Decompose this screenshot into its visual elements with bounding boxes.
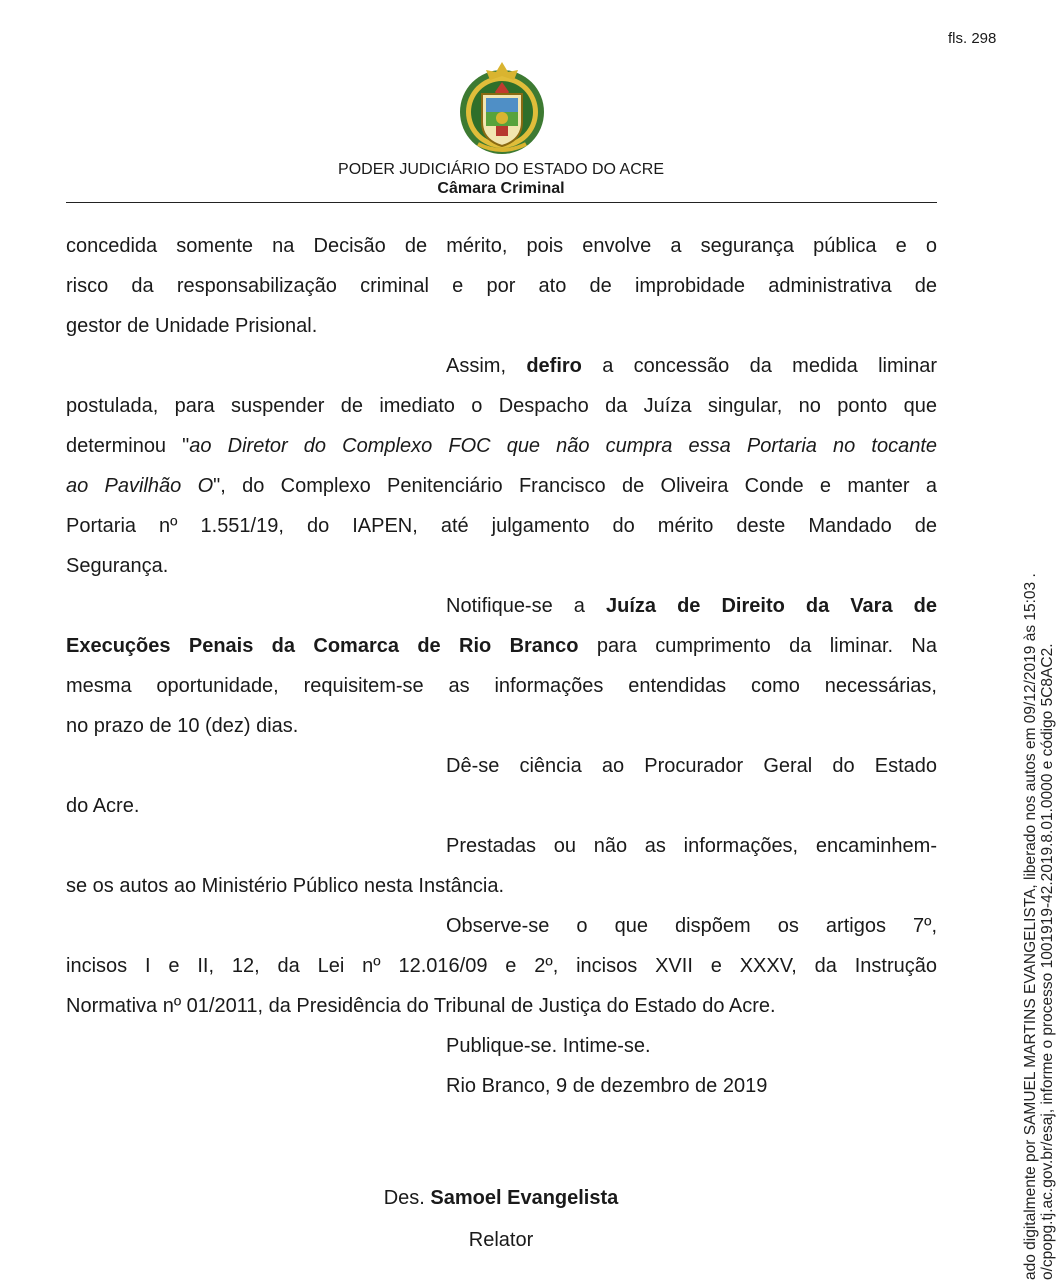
text-line: Assim, defiro a concessão da medida liminar [446,355,937,377]
text-line: se os autos ao Ministério Público nesta Instância. [66,875,505,897]
text-line: concedida somente na Decisão de mérito, pois envolve a segurança pública e o [66,235,937,257]
text-line: postulada, para suspender de imediato o Despacho da Juíza singular, no ponto que [66,395,937,417]
text-line: Prestadas ou não as informações, encaminhem- [446,835,937,857]
text-line: Publique-se. Intime-se. [446,1035,651,1057]
text-line: incisos I e II, 12, da Lei nº 12.016/09 e 2º, incisos XVII e XXXV, da Instrução [66,955,937,977]
text-line: Execuções Penais da Comarca de Rio Branco para cumprimento da liminar. Na [66,635,938,657]
department-name: Câmara Criminal [437,180,565,197]
page-number: fls. 298 [948,30,997,47]
institution-name: PODER JUDICIÁRIO DO ESTADO DO ACRE [338,161,664,178]
text-line: Observe-se o que dispõem os artigos 7º, [446,915,937,937]
header-divider [66,202,937,203]
text-line: ao Pavilhão O", do Complexo Penitenciário Francisco de Oliveira Conde e manter a [66,475,937,497]
text-line: Notifique-se a Juíza de Direito da Vara de [446,595,937,617]
margin-line: ado digitalmente por SAMUEL MARTINS EVANGELISTA, liberado nos autos em 09/12/2019 às 15:03 . [1022,573,1039,1280]
text-line: determinou "ao Diretor do Complexo FOC que não cumpra essa Portaria no tocante [66,435,938,457]
text-line: Segurança. [66,555,169,577]
text-line: do Acre. [66,795,140,817]
text-line: risco da responsabilização criminal e por ato de improbidade administrativa de [66,275,937,297]
text-line: gestor de Unidade Prisional. [66,315,318,337]
document-body [66,226,937,1106]
text-line: Normativa nº 01/2011, da Presidência do Tribunal de Justiça do Estado do Acre. [66,995,776,1017]
text-line: mesma oportunidade, requisitem-se as informações entendidas como necessárias, [66,675,937,697]
text-line: no prazo de 10 (dez) dias. [66,715,299,737]
margin-line: o/cpopg.tj.ac.gov.br/esaj, informe o processo 1001919-42.2019.8.01.0000 e código 5C8AC2. [1039,643,1056,1280]
text-line: Portaria nº 1.551/19, do IAPEN, até julgamento do mérito deste Mandado de [66,515,937,537]
signature-name: Des. Samoel Evangelista [383,1187,619,1209]
digital-signature-margin-note [1022,380,1056,1280]
signature-role: Relator [468,1229,534,1251]
coat-of-arms-seal [452,60,552,160]
date-line: Rio Branco, 9 de dezembro de 2019 [446,1075,768,1097]
text-line: Dê-se ciência ao Procurador Geral do Estado [446,755,937,777]
